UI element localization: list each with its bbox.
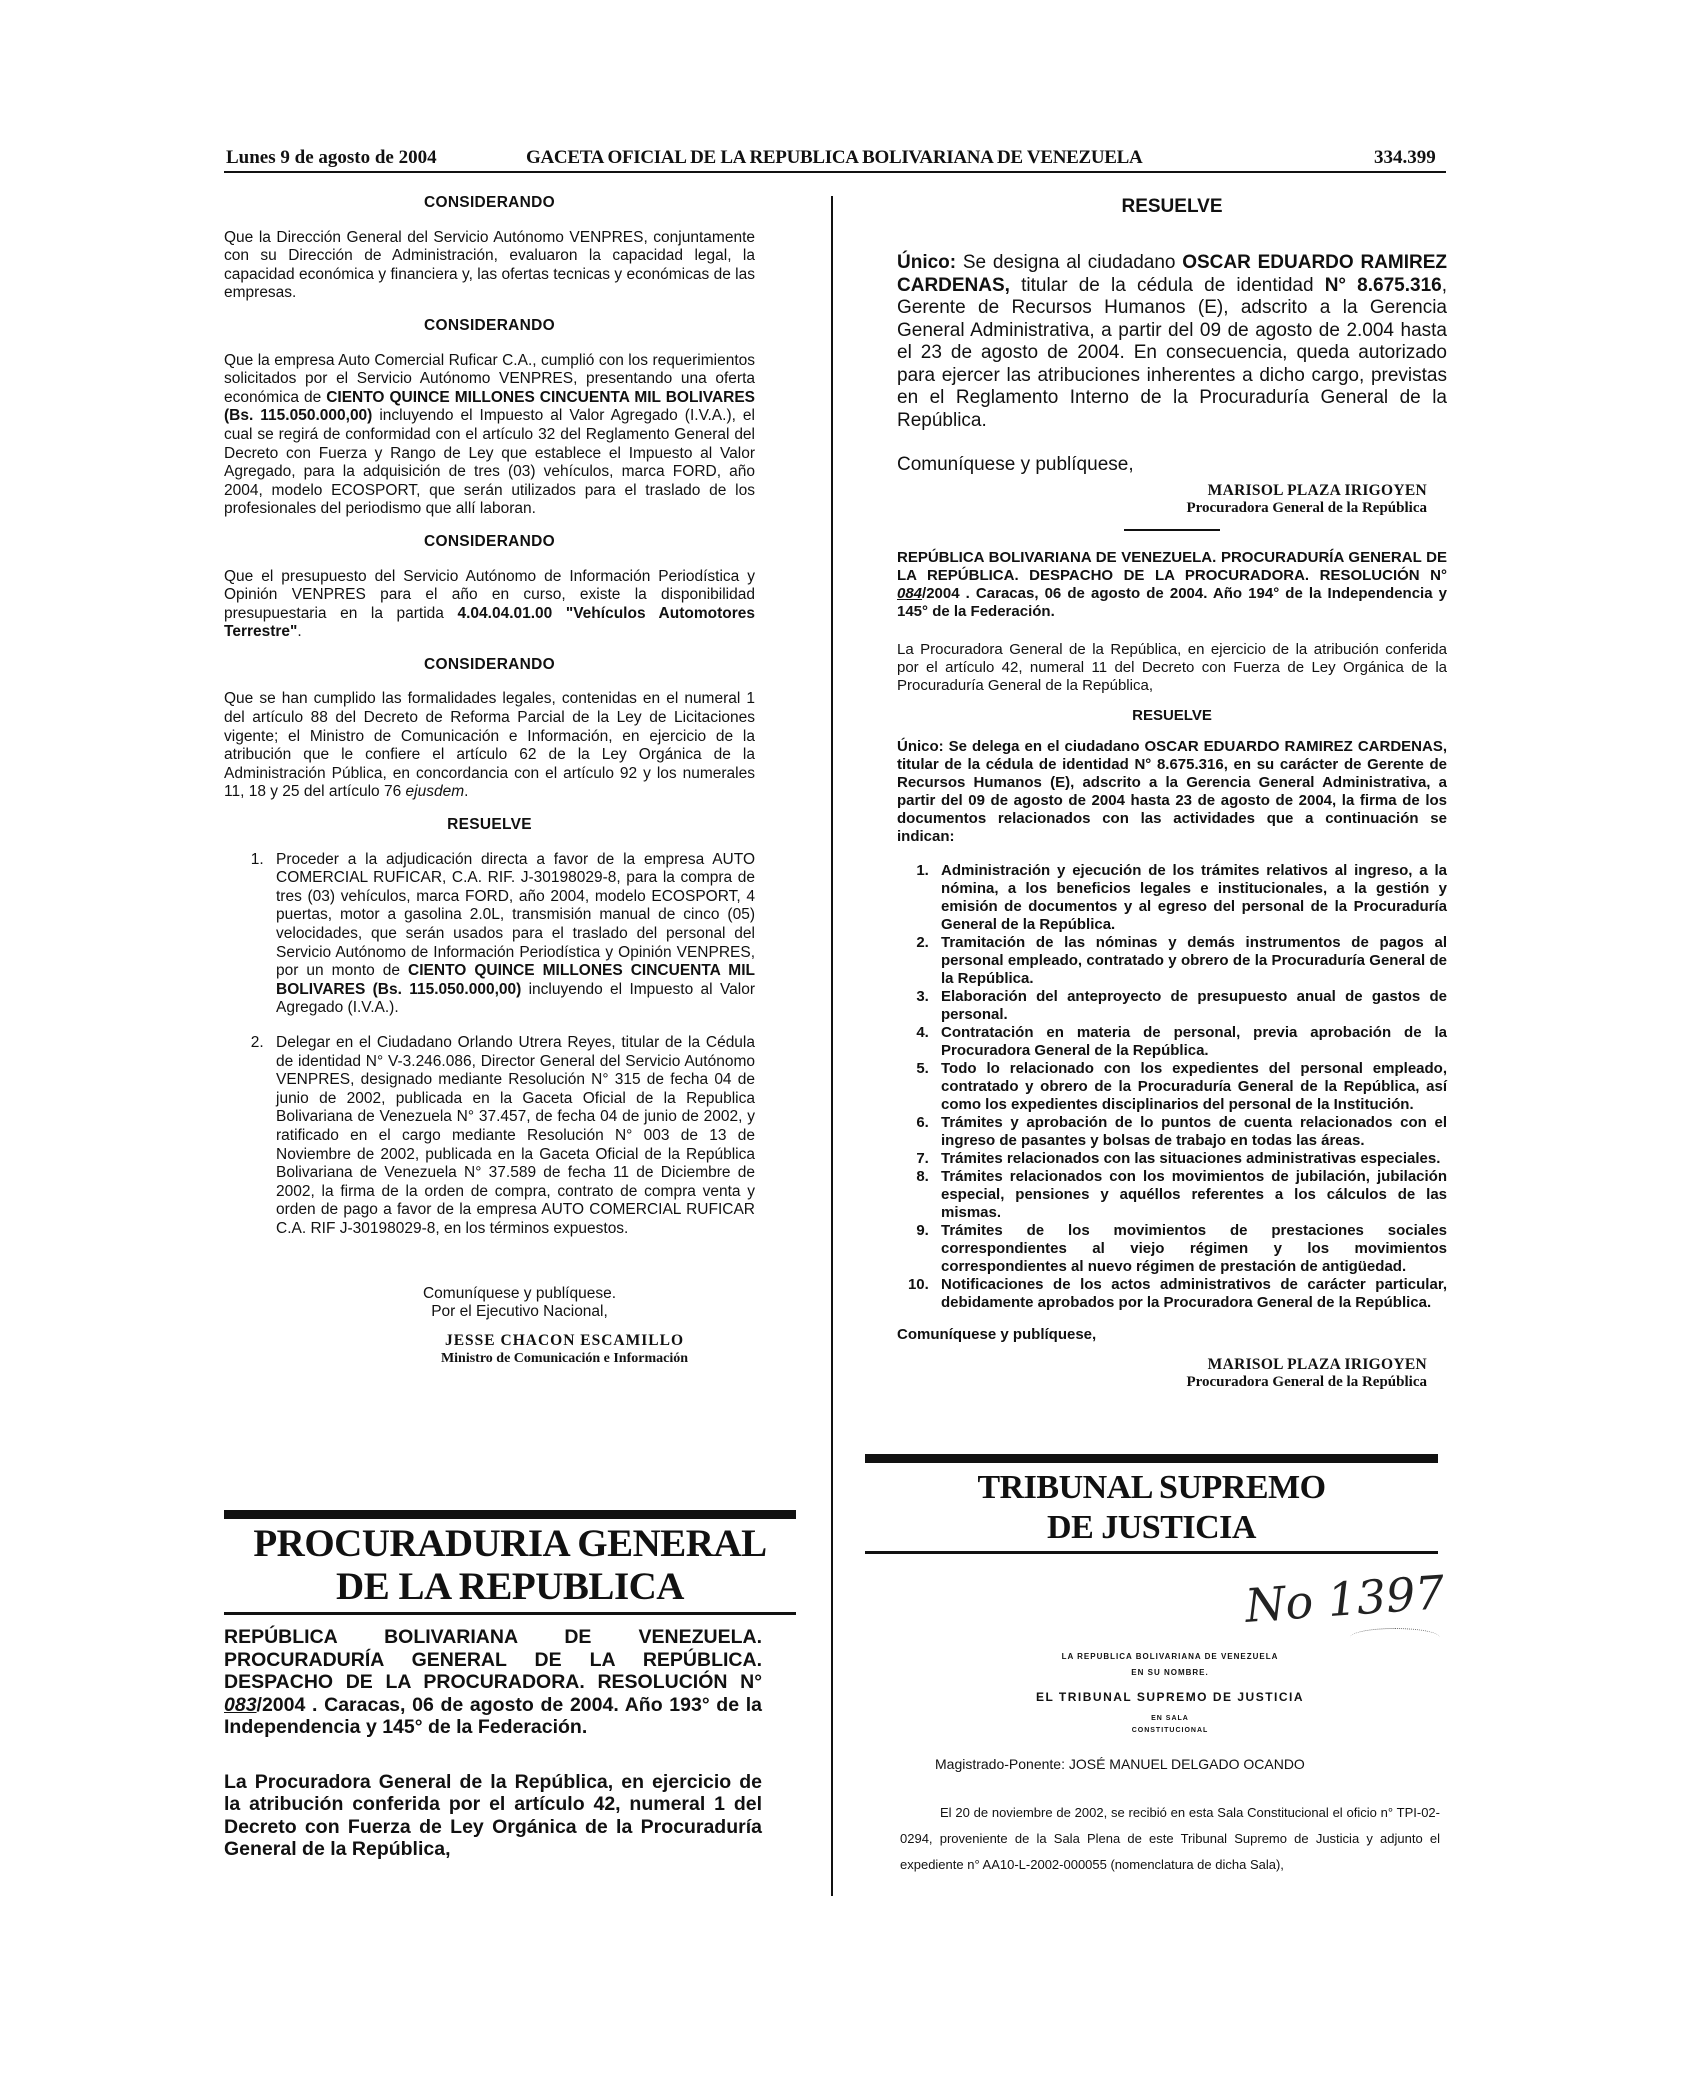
resuelve-heading: RESUELVE — [1121, 196, 1223, 217]
considerando-heading: CONSIDERANDO — [423, 655, 556, 673]
section-title: TRIBUNAL SUPREMO DE JUSTICIA — [977, 1469, 1326, 1546]
stamp-mark — [1350, 1628, 1440, 1647]
list-item: 9. Trámites de los movimientos de prestaciones sociales correspondientes al viejo régimen y los movimientos correspondientes al nuevo régimen de prestación de antigüedad. — [933, 1222, 1447, 1276]
signer-name: JESSE CHACON ESCAMILLO — [444, 1331, 685, 1349]
section-rule — [224, 1612, 796, 1615]
closing-line: Comuníquese y publíquese, — [897, 454, 1134, 475]
resuelve-list — [224, 851, 755, 1239]
column-divider — [831, 196, 833, 1896]
considerando-text: Que el presupuesto del Servicio Autónomo de Información Periodística y Opinión VENPRES para el año en curso, existe la disponibilidad presupuestaria en la partida 4.04.04.01.00 "Vehículos Automotores Terrestre". — [224, 567, 755, 641]
handwritten-number: 084 — [897, 585, 923, 602]
signer-name: MARISOL PLAZA IRIGOYEN — [1207, 482, 1427, 499]
closing-block — [224, 1285, 755, 1322]
list-item: 1. Proceder a la adjudicación directa a favor de la empresa AUTO COMERCIAL RUFICAR, C.A. RIF. J-30198029-8, para la compra de tres (03) vehículos, marca FORD, año 2004, modelo ECOSPORT, 4 puertas, motor a gasolina 2.0L, transmisión manual de cinco (05) velocidades, que serán usados para el traslado del personal del Servicio Autónomo de Información Periodística y Opinión VENPRES, por un monto de CIENTO QUINCE MILLONES CINCUENTA MIL BOLIVARES (Bs. 115.050.000,00) incluyendo el Impuesto al Valor Agregado (I.V.A.). — [268, 851, 755, 1018]
header-date: Lunes 9 de agosto de 2004 — [226, 147, 437, 168]
header-rule — [224, 171, 1446, 173]
resolucion-header: REPÚBLICA BOLIVARIANA DE VENEZUELA. PROCURADURÍA GENERAL DE LA REPÚBLICA. DESPACHO DE LA PROCURADORA. RESOLUCIÓN N° 084/2004 . Caracas, 06 de agosto de 2004. Año 194° de la Independencia y 145° de la Federación. — [897, 549, 1447, 620]
tsj-line: LA REPUBLICA BOLIVARIANA DE VENEZUELA — [1061, 1652, 1279, 1661]
signer-title: Procuradora General de la República — [1186, 1374, 1427, 1390]
tsj-line: EN SU NOMBRE. — [1131, 1668, 1209, 1677]
list-item: 6. Trámites y aprobación de lo puntos de cuenta relacionados con el ingreso de pasantes y bolsas de trabajo en todas las áreas. — [933, 1114, 1447, 1150]
considerando-text: Que la empresa Auto Comercial Ruficar C.A., cumplió con los requerimientos solicitados por el Servicio Autónomo VENPRES, presentando una oferta económica de CIENTO QUINCE MILLONES CINCUENTA MIL BOLIVARES (Bs. 115.050.000,00) incluyendo el Impuesto al Valor Agregado (I.V.A.), el cual se regirá de conformidad con el artículo 32 del Reglamento General del Decreto con Fuerza y Rango de Ley que establece el Impuesto al Valor Agregado, para la adquisición de tres (03) vehículos, marca FORD, año 2004, modelo ECOSPORT, que serán utilizados para el traslado de los profesionales del periodismo que allí laboran. — [224, 351, 756, 518]
closing-line: Por el Ejecutivo Nacional, — [431, 1303, 608, 1321]
tsj-line: EN SALA — [1151, 1715, 1189, 1722]
section-title: PROCURADURIA GENERAL DE LA REPUBLICA — [253, 1522, 767, 1608]
list-item: 8. Trámites relacionados con los movimientos de jubilación, jubilación especial, pensiones y aquéllos referentes a los cálculos de las mismas. — [933, 1168, 1447, 1222]
signer-title: Ministro de Comunicación e Información — [440, 1351, 689, 1367]
tsj-line: EL TRIBUNAL SUPREMO DE JUSTICIA — [1035, 1690, 1305, 1704]
header-page-number: 334.399 — [1374, 147, 1436, 168]
section-rule — [865, 1454, 1438, 1463]
signer-name: MARISOL PLAZA IRIGOYEN — [1207, 1356, 1427, 1373]
handwritten-number: 083 — [224, 1693, 257, 1716]
section-rule — [224, 1510, 796, 1519]
header-title: GACETA OFICIAL DE LA REPUBLICA BOLIVARIANA DE VENEZUELA — [526, 147, 1143, 168]
resolucion-083 — [224, 1626, 762, 1861]
considerando-heading: CONSIDERANDO — [423, 532, 556, 550]
list-item: 7. Trámites relacionados con las situaciones administrativas especiales. — [933, 1150, 1447, 1168]
signature-block — [897, 1356, 1447, 1391]
separator — [1124, 529, 1220, 531]
list-item: 4. Contratación en materia de personal, previa aprobación de la Procuradora General de la República. — [933, 1024, 1447, 1060]
tsj-line: CONSTITUCIONAL — [1131, 1727, 1209, 1734]
considerando-text: Que la Dirección General del Servicio Autónomo VENPRES, conjuntamente con su Dirección de Administración, evaluaron la capacidad legal, la capacidad económica y financiera y, las ofertas tecnicas y económicas de las empresas. — [224, 228, 755, 302]
right-column — [897, 196, 1447, 1391]
list-item: 3. Elaboración del anteproyecto de presupuesto anual de gastos de personal. — [933, 988, 1447, 1024]
list-item: 2. Tramitación de las nóminas y demás instrumentos de pagos al personal empleado, contratado y obrero de la Procuraduría General de la República. — [933, 934, 1447, 988]
resolucion-body: La Procuradora General de la República, en ejercicio de la atribución conferida por el artículo 42, numeral 1 del Decreto con Fuerza de Ley Orgánica de la Procuraduría General de la República, — [224, 1770, 762, 1860]
handwritten-number: No 1397 — [1243, 1565, 1447, 1633]
signature-block — [224, 1332, 755, 1369]
unico-paragraph: Único: Se delega en el ciudadano OSCAR EDUARDO RAMIREZ CARDENAS, titular de la cédula de identidad N° 8.675.316, en su carácter de Gerente de Recursos Humanos (E), adscrito a la Gerencia General Administrativa, a partir del 09 de agosto de 2004 hasta 23 de agosto de 2004, la firma de los documentos relacionados con las actividades que a continuación se indican: — [897, 738, 1448, 845]
unico-paragraph: Único: Se designa al ciudadano OSCAR EDUARDO RAMIREZ CARDENAS, titular de la cédula de identidad N° 8.675.316, Gerente de Recursos Humanos (E), adscrito a la Gerencia General Administrativa, a partir del 09 de agosto de 2.004 hasta el 23 de agosto de 2004. En consecuencia, queda autorizado para ejercer las atribuciones inherentes a dicho cargo, previstas en el Reglamento Interno de la Procuraduría General de la República. — [897, 252, 1447, 431]
considerando-heading: CONSIDERANDO — [423, 316, 556, 334]
delegation-list — [897, 862, 1447, 1312]
closing-line: Comuníquese y publíquese. — [422, 1284, 617, 1302]
resolucion-header: REPÚBLICA BOLIVARIANA DE VENEZUELA. PROCURADURÍA GENERAL DE LA REPÚBLICA. DESPACHO DE LA PROCURADORA. RESOLUCIÓN N° 083/2004 . Caracas, 06 de agosto de 2004. Año 193° de la Independencia y 145° de la Federación. — [224, 1626, 762, 1738]
tsj-body: El 20 de noviembre de 2002, se recibió en esta Sala Constitucional el oficio n° TPI-02-0294, proveniente de la Sala Plena de este Tribunal Supremo de Justicia y adjunto el expediente n° AA10-L-2002-000055 (nomenclatura de dicha Sala), — [900, 1805, 1440, 1872]
ponente-line: Magistrado-Ponente: JOSÉ MANUEL DELGADO OCANDO — [935, 1756, 1305, 1772]
list-item: 1. Administración y ejecución de los trámites relativos al ingreso, a la nómina, a los beneficios legales e institucionales, a la gestión y emisión de documentos y al egreso del personal de la Procuraduría General de la República. — [933, 862, 1447, 934]
signature-block — [897, 482, 1447, 517]
resuelve-heading: RESUELVE — [447, 816, 532, 834]
signer-title: Procuradora General de la República — [1186, 500, 1427, 516]
list-item: 10. Notificaciones de los actos administrativos de carácter particular, debidamente aprobados por la Procuradora General de la República. — [933, 1276, 1447, 1312]
left-column — [224, 184, 755, 1369]
list-item: 2. Delegar en el Ciudadano Orlando Utrera Reyes, titular de la Cédula de identidad N° V-3.246.086, Director General del Servicio Autónomo VENPRES, designado mediante Resolución N° 315 de fecha 04 de junio de 2002, publicada en la Gaceta Oficial de la Republica Bolivariana de Venezuela N° 37.457, de fecha 04 de junio de 2002, y ratificado en el cargo mediante Resolución N° 003 de 13 de Noviembre de 2002, publicada en la Gaceta Oficial de la República Bolivariana de Venezuela N° 37.589 de fecha 11 de Diciembre de 2002, la firma de la orden de compra, contrato de compra venta y orden de pago a favor de la empresa AUTO COMERCIAL RUFICAR C.A. RIF J-30198029-8, en los términos expuestos. — [268, 1034, 755, 1239]
considerando-heading: CONSIDERANDO — [423, 194, 556, 211]
section-rule — [865, 1551, 1438, 1554]
closing-line: Comuníquese y publíquese, — [897, 1326, 1097, 1343]
list-item: 5. Todo lo relacionado con los expedientes del personal empleado, contratado y obrero de la Procuraduría General de la República, así como los expedientes disciplinarios del personal de la Institución. — [933, 1060, 1447, 1114]
resolucion-body: La Procuradora General de la República, en ejercicio de la atribución conferida por el artículo 42, numeral 11 del Decreto con Fuerza de Ley Orgánica de la Procuraduría General de la República, — [897, 641, 1447, 694]
resuelve-heading: RESUELVE — [1132, 707, 1212, 724]
considerando-text: Que se han cumplido las formalidades legales, contenidas en el numeral 1 del artículo 88 del Decreto de Reforma Parcial de la Ley de Licitaciones vigente; el Ministro de Comunicación e Información, en ejercicio de la atribución que le confiere el artículo 62 de la Ley Orgánica de la Administración Pública, en concordancia con el artículo 92 y los numerales 11, 18 y 25 del artículo 76 ejusdem. — [224, 690, 755, 801]
